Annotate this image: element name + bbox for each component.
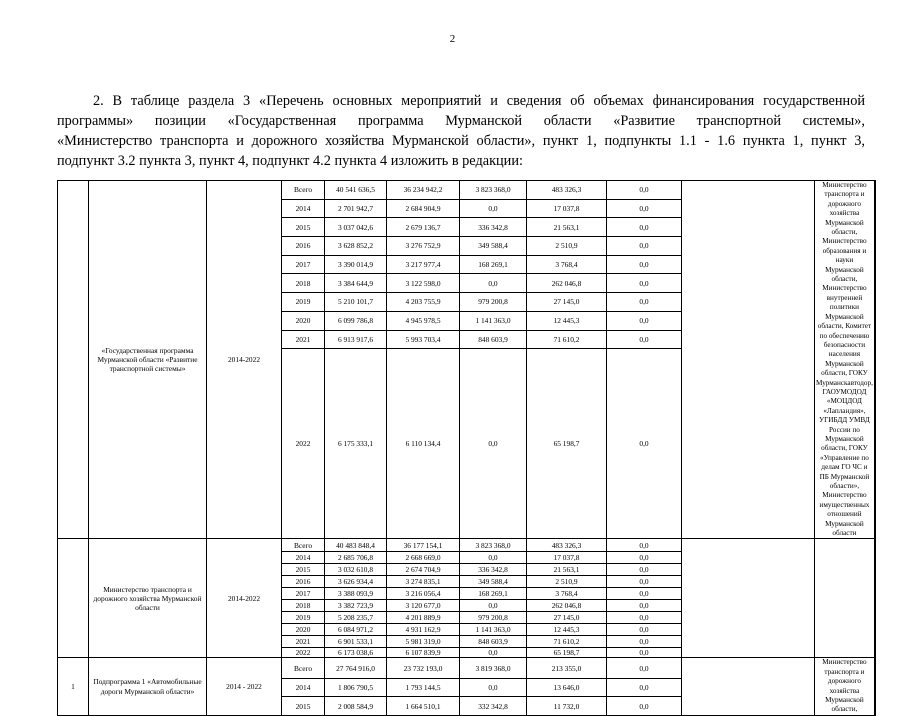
other-sources-cell: 0,0 xyxy=(607,658,682,678)
table-row xyxy=(58,658,876,678)
federal-budget-cell: 0,0 xyxy=(460,678,527,697)
regional-budget-cell: 6 107 839,9 xyxy=(387,648,460,658)
local-budget-cell: 12 445,3 xyxy=(527,311,607,330)
federal-budget-cell: 336 342,8 xyxy=(460,218,527,237)
federal-budget-cell: 0,0 xyxy=(460,648,527,658)
empty-cell xyxy=(874,658,875,715)
local-budget-cell: 21 563,1 xyxy=(527,218,607,237)
other-sources-cell: 0,0 xyxy=(607,588,682,600)
other-sources-cell: 0,0 xyxy=(607,576,682,588)
intro-paragraph xyxy=(57,91,865,171)
local-budget-cell: 2 510,9 xyxy=(527,576,607,588)
federal-budget-cell: 0,0 xyxy=(460,349,527,539)
year-cell: 2021 xyxy=(282,636,325,648)
regional-budget-cell: 3 274 835,1 xyxy=(387,576,460,588)
empty-cell xyxy=(682,658,815,715)
total-cell: 6 175 333,1 xyxy=(325,349,387,539)
regional-budget-cell: 23 732 193,0 xyxy=(387,658,460,678)
total-cell: 40 483 848,4 xyxy=(325,539,387,552)
total-cell: 40 541 636,5 xyxy=(325,181,387,200)
local-budget-cell: 262 046,8 xyxy=(527,274,607,293)
federal-budget-cell: 0,0 xyxy=(460,274,527,293)
federal-budget-cell: 3 819 368,0 xyxy=(460,658,527,678)
other-sources-cell: 0,0 xyxy=(607,274,682,293)
regional-budget-cell: 4 931 162,9 xyxy=(387,624,460,636)
local-budget-cell: 11 732,0 xyxy=(527,697,607,716)
regional-budget-cell: 3 122 598,0 xyxy=(387,274,460,293)
federal-budget-cell: 848 603,9 xyxy=(460,636,527,648)
year-cell: 2018 xyxy=(282,600,325,612)
empty-cell xyxy=(874,539,875,658)
total-cell: 3 037 042,6 xyxy=(325,218,387,237)
regional-budget-cell: 3 276 752,9 xyxy=(387,237,460,256)
other-sources-cell: 0,0 xyxy=(607,648,682,658)
intro-line: программы» позиции «Государственная программа Мурманской области «Развитие транспортной системы», xyxy=(57,113,865,129)
federal-budget-cell: 0,0 xyxy=(460,552,527,564)
empty-cell xyxy=(874,181,875,539)
year-cell: 2020 xyxy=(282,311,325,330)
total-cell: 2 701 942,7 xyxy=(325,199,387,218)
other-sources-cell: 0,0 xyxy=(607,539,682,552)
other-sources-cell: 0,0 xyxy=(607,199,682,218)
executor-cell xyxy=(815,539,875,658)
local-budget-cell: 262 046,8 xyxy=(527,600,607,612)
other-sources-cell: 0,0 xyxy=(607,697,682,716)
local-budget-cell: 17 037,8 xyxy=(527,199,607,218)
total-cell: 3 384 644,9 xyxy=(325,274,387,293)
intro-line: подпункт 3.2 пункта 3, пункт 4, подпункт 4.2 пункта 4 изложить в редакции: xyxy=(57,153,523,169)
other-sources-cell: 0,0 xyxy=(607,237,682,256)
local-budget-cell: 21 563,1 xyxy=(527,564,607,576)
other-sources-cell: 0,0 xyxy=(607,255,682,274)
other-sources-cell: 0,0 xyxy=(607,678,682,697)
local-budget-cell: 65 198,7 xyxy=(527,648,607,658)
local-budget-cell: 13 646,0 xyxy=(527,678,607,697)
federal-budget-cell: 168 269,1 xyxy=(460,255,527,274)
federal-budget-cell: 1 141 363,0 xyxy=(460,311,527,330)
year-cell: Всего xyxy=(282,181,325,200)
local-budget-cell: 483 326,3 xyxy=(527,539,607,552)
local-budget-cell: 483 326,3 xyxy=(527,181,607,200)
federal-budget-cell: 336 342,8 xyxy=(460,564,527,576)
other-sources-cell: 0,0 xyxy=(607,624,682,636)
federal-budget-cell: 848 603,9 xyxy=(460,330,527,349)
period-cell: 2014 - 2022 xyxy=(207,658,282,715)
year-cell: 2015 xyxy=(282,697,325,716)
item-number-cell xyxy=(58,181,89,539)
local-budget-cell: 27 145,0 xyxy=(527,612,607,624)
year-cell: 2014 xyxy=(282,678,325,697)
year-cell: 2021 xyxy=(282,330,325,349)
year-cell: 2019 xyxy=(282,293,325,312)
other-sources-cell: 0,0 xyxy=(607,218,682,237)
regional-budget-cell: 2 674 704,9 xyxy=(387,564,460,576)
regional-budget-cell: 36 234 942,2 xyxy=(387,181,460,200)
regional-budget-cell: 6 110 134,4 xyxy=(387,349,460,539)
regional-budget-cell: 4 203 755,9 xyxy=(387,293,460,312)
item-number-cell xyxy=(58,539,89,658)
total-cell: 3 388 093,9 xyxy=(325,588,387,600)
year-cell: 2019 xyxy=(282,612,325,624)
regional-budget-cell: 1 664 510,1 xyxy=(387,697,460,716)
total-cell: 6 084 971,2 xyxy=(325,624,387,636)
item-number-cell: 1 xyxy=(58,658,89,715)
total-cell: 6 173 038,6 xyxy=(325,648,387,658)
year-cell: Всего xyxy=(282,658,325,678)
year-cell: 2014 xyxy=(282,552,325,564)
period-cell: 2014-2022 xyxy=(207,539,282,658)
regional-budget-cell: 36 177 154,1 xyxy=(387,539,460,552)
table-row xyxy=(58,181,876,200)
regional-budget-cell: 5 993 703,4 xyxy=(387,330,460,349)
federal-budget-cell: 168 269,1 xyxy=(460,588,527,600)
local-budget-cell: 2 510,9 xyxy=(527,237,607,256)
empty-cell xyxy=(682,539,815,658)
federal-budget-cell: 3 823 368,0 xyxy=(460,539,527,552)
total-cell: 6 901 533,1 xyxy=(325,636,387,648)
federal-budget-cell: 979 200,8 xyxy=(460,293,527,312)
federal-budget-cell: 349 588,4 xyxy=(460,576,527,588)
federal-budget-cell: 979 200,8 xyxy=(460,612,527,624)
total-cell: 27 764 916,0 xyxy=(325,658,387,678)
other-sources-cell: 0,0 xyxy=(607,181,682,200)
year-cell: Всего xyxy=(282,539,325,552)
local-budget-cell: 213 355,0 xyxy=(527,658,607,678)
program-name-cell: Министерство транспорта и дорожного хозяйства Мурманской области xyxy=(89,539,207,658)
regional-budget-cell: 2 668 669,0 xyxy=(387,552,460,564)
regional-budget-cell: 3 217 977,4 xyxy=(387,255,460,274)
local-budget-cell: 12 445,3 xyxy=(527,624,607,636)
year-cell: 2018 xyxy=(282,274,325,293)
federal-budget-cell: 3 823 368,0 xyxy=(460,181,527,200)
total-cell: 5 210 101,7 xyxy=(325,293,387,312)
empty-cell xyxy=(682,181,815,539)
total-cell: 2 008 584,9 xyxy=(325,697,387,716)
regional-budget-cell: 5 981 319,0 xyxy=(387,636,460,648)
program-name-cell: Подпрограмма 1 «Автомобильные дороги Мурманской области» xyxy=(89,658,207,715)
federal-budget-cell: 332 342,8 xyxy=(460,697,527,716)
other-sources-cell: 0,0 xyxy=(607,311,682,330)
financing-table xyxy=(57,180,876,716)
executor-cell: Министерство транспорта и дорожного хозяйства Мурманской области, Министерство образования и науки Мурманской области, Министерство внутренней политики Мурманской области, Комитет по обеспечению безопасности населения Мурманской области, ГОКУ Мурманскавтодор, ГАОУМОДОД «МОЦДОД «Лапландия», УГИБДД УМВД России по Мурманской области, ГОКУ «Управление по делам ГО ЧС и ПБ Мурманской области», Министерство имущественных отношений Мурманской области xyxy=(816,181,873,538)
federal-budget-cell: 0,0 xyxy=(460,600,527,612)
year-cell: 2016 xyxy=(282,576,325,588)
other-sources-cell: 0,0 xyxy=(607,636,682,648)
year-cell: 2015 xyxy=(282,564,325,576)
regional-budget-cell: 3 216 056,4 xyxy=(387,588,460,600)
executor-cell: Министерство транспорта и дорожного хозяйства Мурманской области, xyxy=(815,658,875,715)
regional-budget-cell: 4 201 889,9 xyxy=(387,612,460,624)
total-cell: 3 032 610,8 xyxy=(325,564,387,576)
total-cell: 3 390 014,9 xyxy=(325,255,387,274)
year-cell: 2015 xyxy=(282,218,325,237)
total-cell: 3 626 934,4 xyxy=(325,576,387,588)
year-cell: 2022 xyxy=(282,349,325,539)
local-budget-cell: 17 037,8 xyxy=(527,552,607,564)
total-cell: 1 806 790,5 xyxy=(325,678,387,697)
local-budget-cell: 3 768,4 xyxy=(527,588,607,600)
other-sources-cell: 0,0 xyxy=(607,330,682,349)
other-sources-cell: 0,0 xyxy=(607,293,682,312)
total-cell: 5 208 235,7 xyxy=(325,612,387,624)
year-cell: 2022 xyxy=(282,648,325,658)
total-cell: 2 685 706,8 xyxy=(325,552,387,564)
regional-budget-cell: 2 679 136,7 xyxy=(387,218,460,237)
regional-budget-cell: 2 684 904,9 xyxy=(387,199,460,218)
other-sources-cell: 0,0 xyxy=(607,564,682,576)
regional-budget-cell: 3 120 677,0 xyxy=(387,600,460,612)
intro-line: «Министерство транспорта и дорожного хозяйства Мурманской области», пункт 1, подпункты 1.1 - 1.6 пункта 1, пункт 3, xyxy=(57,133,865,149)
total-cell: 6 913 917,6 xyxy=(325,330,387,349)
regional-budget-cell: 4 945 978,5 xyxy=(387,311,460,330)
local-budget-cell: 3 768,4 xyxy=(527,255,607,274)
intro-line: 2. В таблице раздела 3 «Перечень основных мероприятий и сведения об объемах финансирования государственной xyxy=(93,93,865,109)
year-cell: 2017 xyxy=(282,588,325,600)
regional-budget-cell: 1 793 144,5 xyxy=(387,678,460,697)
other-sources-cell: 0,0 xyxy=(607,600,682,612)
local-budget-cell: 27 145,0 xyxy=(527,293,607,312)
year-cell: 2017 xyxy=(282,255,325,274)
year-cell: 2016 xyxy=(282,237,325,256)
year-cell: 2014 xyxy=(282,199,325,218)
page-number: 2 xyxy=(449,33,456,45)
table-row xyxy=(58,539,876,552)
local-budget-cell: 71 610,2 xyxy=(527,330,607,349)
other-sources-cell: 0,0 xyxy=(607,349,682,539)
other-sources-cell: 0,0 xyxy=(607,612,682,624)
other-sources-cell: 0,0 xyxy=(607,552,682,564)
period-cell: 2014-2022 xyxy=(207,181,282,539)
local-budget-cell: 65 198,7 xyxy=(527,349,607,539)
year-cell: 2020 xyxy=(282,624,325,636)
total-cell: 3 628 852,2 xyxy=(325,237,387,256)
local-budget-cell: 71 610,2 xyxy=(527,636,607,648)
total-cell: 3 382 723,9 xyxy=(325,600,387,612)
program-name-cell: «Государственная программа Мурманской области «Развитие транспортной системы» xyxy=(89,181,207,539)
federal-budget-cell: 0,0 xyxy=(460,199,527,218)
federal-budget-cell: 349 588,4 xyxy=(460,237,527,256)
total-cell: 6 099 786,8 xyxy=(325,311,387,330)
federal-budget-cell: 1 141 363,0 xyxy=(460,624,527,636)
